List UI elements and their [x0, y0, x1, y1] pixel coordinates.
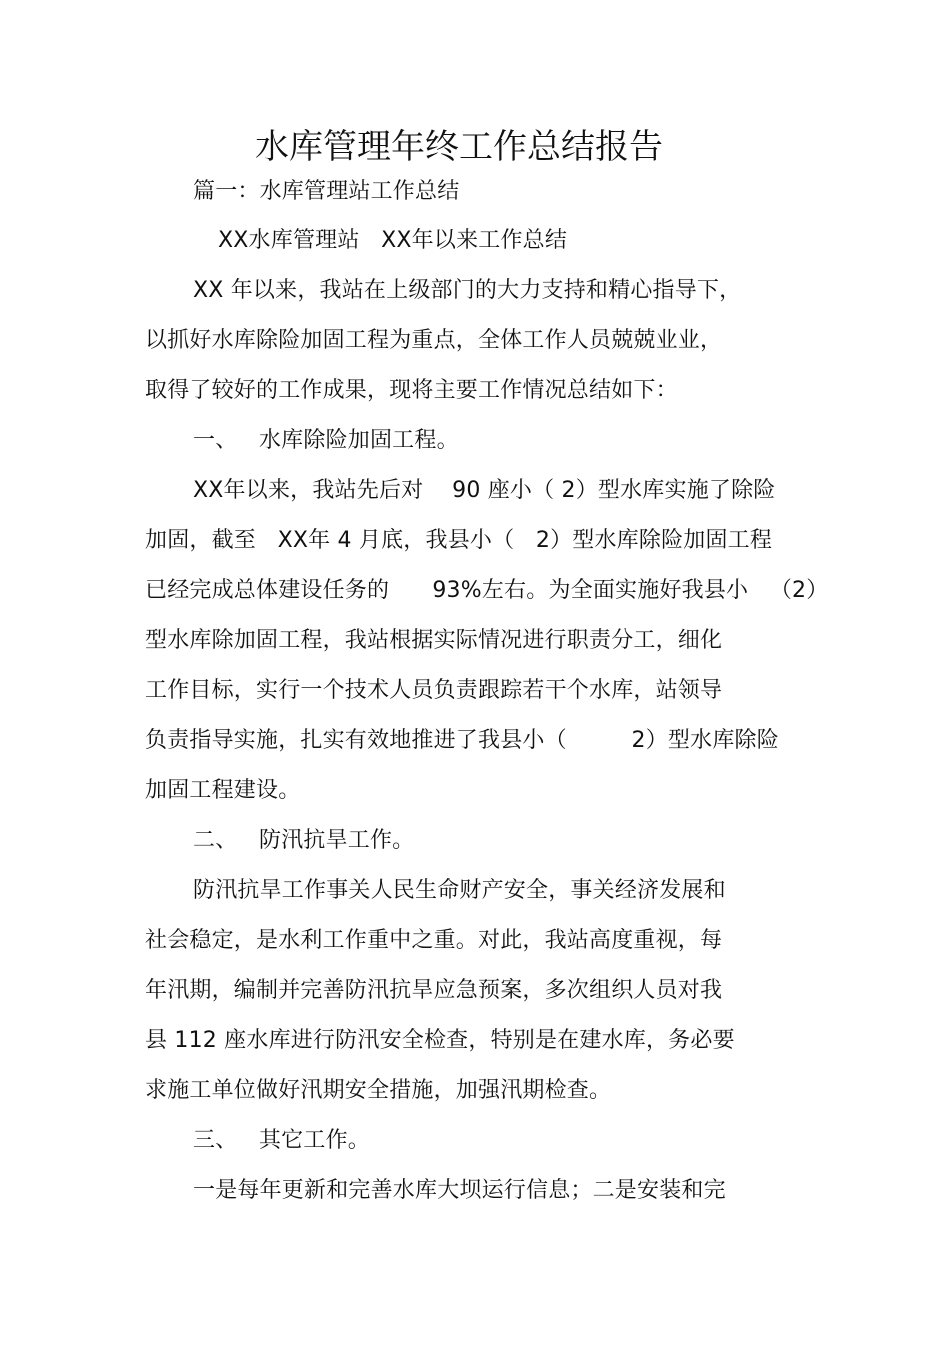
paragraph-line: 负责指导实施，扎实有效地推进了我县小（ 2）型水库除险 — [145, 728, 779, 753]
paragraph-line: 加固，截至 XX年 4 月底，我县小（ 2）型水库除险加固工程 — [145, 528, 773, 553]
paragraph-line: 加固工程建设。 — [145, 778, 301, 803]
paragraph-line: 取得了较好的工作成果，现将主要工作情况总结如下： — [145, 378, 678, 403]
paragraph-line: 防汛抗旱工作事关人民生命财产安全，事关经济发展和 — [193, 878, 726, 903]
paragraph-line: 社会稳定，是水利工作重中之重。对此，我站高度重视，每 — [145, 928, 723, 953]
section-heading: 二、 防汛抗旱工作。 — [193, 828, 415, 853]
paragraph-line: 已经完成总体建设任务的 93%左右。为全面实施好我县小 （2） — [145, 578, 829, 603]
paragraph-line: 求施工单位做好汛期安全措施，加强汛期检查。 — [145, 1078, 612, 1103]
paragraph-line: 型水库除加固工程，我站根据实际情况进行职责分工，细化 — [145, 628, 723, 653]
paragraph-line: 工作目标，实行一个技术人员负责跟踪若干个水库，站领导 — [145, 678, 723, 703]
report-subtitle: XX水库管理站 XX年以来工作总结 — [218, 228, 568, 253]
section-heading: 三、 其它工作。 — [193, 1128, 370, 1153]
section-heading: 篇一：水库管理站工作总结 — [193, 179, 460, 204]
paragraph-line: 县 112 座水库进行防汛安全检查，特别是在建水库，务必要 — [145, 1028, 735, 1053]
paragraph-line: 年汛期，编制并完善防汛抗旱应急预案，多次组织人员对我 — [145, 978, 723, 1003]
paragraph-line: 以抓好水库除险加固工程为重点，全体工作人员兢兢业业， — [145, 328, 723, 353]
document-title: 水库管理年终工作总结报告 — [255, 127, 663, 167]
section-heading: 一、 水库除险加固工程。 — [193, 428, 459, 453]
paragraph-line: XX年以来，我站先后对 90 座小（ 2）型水库实施了除险 — [193, 478, 776, 503]
paragraph-line: 一是每年更新和完善水库大坝运行信息；二是安装和完 — [193, 1178, 726, 1203]
paragraph-line: XX 年以来，我站在上级部门的大力支持和精心指导下， — [193, 278, 742, 303]
